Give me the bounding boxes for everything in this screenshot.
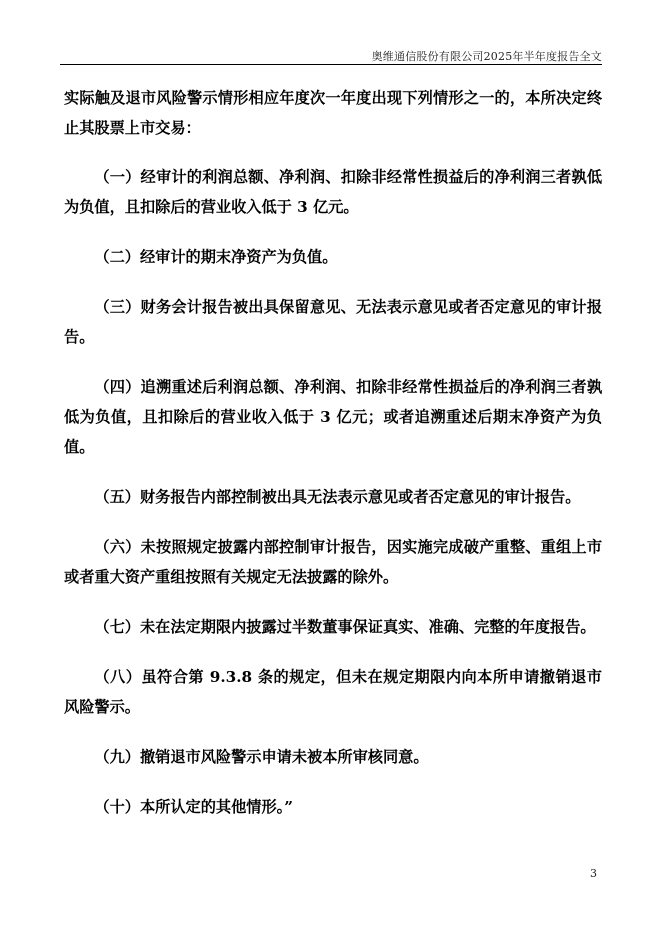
clause-item-3: （三）财务会计报告被出具保留意见、无法表示意见或者否定意见的审计报告。 [64, 298, 602, 346]
clause-item-5: （五）财务报告内部控制被出具无法表示意见或者否定意见的审计报告。 [94, 488, 581, 506]
clause-item-1: （一）经审计的利润总额、净利润、扣除非经常性损益后的净利润三者孰低为负值，且扣除后的营业收入低于 3 亿元。 [64, 168, 602, 216]
clause-item-10: （十）本所认定的其他情形。” [94, 798, 293, 816]
intro-paragraph: 实际触及退市风险警示情形相应年度次一年度出现下列情形之一的，本所决定终止其股票上市交易： [64, 89, 602, 137]
clause-item-9: （九）撤销退市风险警示申请未被本所审核同意。 [94, 748, 429, 766]
clause-item-8: （八）虽符合第 9.3.8 条的规定，但未在规定期限内向本所申请撤销退市风险警示。 [64, 668, 602, 716]
document-body [64, 83, 602, 842]
clause-item-2: （二）经审计的期末净资产为负值。 [94, 248, 338, 266]
page-number: 3 [590, 867, 597, 880]
clause-item-4: （四）追溯重述后利润总额、净利润、扣除非经常性损益后的净利润三者孰低为负值，且扣除后的营业收入低于 3 亿元；或者追溯重述后期末净资产为负值。 [64, 378, 602, 456]
header-divider [60, 64, 602, 65]
clause-item-6: （六）未按照规定披露内部控制审计报告，因实施完成破产重整、重组上市或者重大资产重组按照有关规定无法披露的除外。 [64, 538, 602, 586]
clause-item-7: （七）未在法定期限内披露过半数董事保证真实、准确、完整的年度报告。 [94, 618, 596, 636]
page-header: 奥维通信股份有限公司2025年半年度报告全文 [371, 50, 602, 63]
